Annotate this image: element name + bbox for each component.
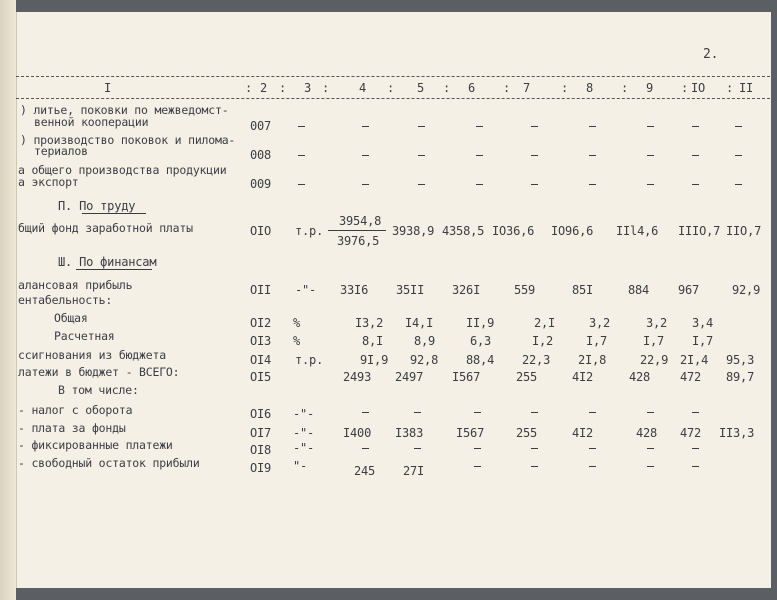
section-labor-underline: [82, 213, 146, 214]
row-012-val-5: I4,I: [405, 316, 434, 330]
row-014-val-11: 95,3: [726, 353, 755, 367]
col-sep: :: [561, 81, 569, 95]
row-013-unit: %: [293, 334, 301, 348]
row-011-code: OII: [250, 283, 272, 297]
row-014-val-5: 92,8: [410, 353, 439, 367]
row-010-label: бщий фонд заработной платы: [18, 221, 193, 235]
row-014-unit: т.р.: [295, 353, 324, 367]
col-sep: :: [681, 81, 689, 95]
empty-cell-dash: [589, 466, 596, 467]
row-011-val-6: 326I: [452, 283, 481, 297]
col-sep: :: [621, 81, 629, 95]
empty-cell-dash: [589, 126, 596, 127]
empty-cell-dash: [474, 448, 481, 449]
row-016-code: OI6: [250, 407, 272, 421]
row-010-unit: т.р.: [295, 224, 324, 238]
col-header-3: 3: [304, 81, 312, 95]
header-rule-top: [16, 76, 770, 77]
row-019-val-4: 245: [354, 464, 376, 478]
section-finance-underline: [76, 269, 152, 270]
empty-cell-dash: [589, 412, 596, 413]
row-010-val-7: IO36,6: [492, 224, 535, 238]
row-011-label: алансовая прибыль: [18, 278, 133, 292]
row-012-label: Общая: [54, 311, 88, 325]
row-008-code: 008: [250, 148, 272, 162]
col-header-4: 4: [359, 81, 367, 95]
row-012-val-6: II,9: [466, 316, 495, 330]
empty-cell-dash: [692, 448, 699, 449]
row-007-code: 007: [250, 119, 272, 133]
row-013-val-8: I,7: [586, 334, 608, 348]
row-017-val-7: 255: [516, 426, 538, 440]
row-014-val-6: 88,4: [466, 353, 495, 367]
row-010-frac-top: 3954,8: [339, 214, 382, 228]
row-013-val-4: 8,I: [362, 334, 384, 348]
row-011-val-10: 967: [678, 283, 700, 297]
row-007-label: ) литье, поковки по межведомст-: [20, 103, 229, 117]
page-number: 2.: [703, 47, 719, 62]
row-014-val-10: 2I,4: [680, 353, 709, 367]
empty-cell-dash: [474, 412, 481, 413]
row-013-val-5: 8,9: [414, 334, 436, 348]
row-017-val-9: 428: [636, 426, 658, 440]
row-017-label: - плата за фонды: [18, 421, 126, 435]
empty-cell-dash: [692, 155, 699, 156]
col-sep: :: [322, 81, 330, 95]
empty-cell-dash: [474, 466, 481, 467]
empty-cell-dash: [692, 412, 699, 413]
col-header-8: 8: [586, 81, 594, 95]
row-010-val-5: 3938,9: [392, 224, 435, 238]
row-017-val-8: 4I2: [572, 426, 594, 440]
row-012-val-9: 3,2: [646, 316, 668, 330]
empty-cell-dash: [647, 184, 654, 185]
row-011-val-4: 33I6: [340, 283, 369, 297]
row-014-val-4: 9I,9: [360, 353, 389, 367]
empty-cell-dash: [647, 466, 654, 467]
col-header-1: I: [104, 81, 112, 95]
empty-cell-dash: [362, 448, 369, 449]
row-011-val-11: 92,9: [732, 283, 761, 297]
empty-cell-dash: [647, 412, 654, 413]
col-sep: :: [503, 81, 511, 95]
row-009-label: а общего производства продукции: [18, 163, 227, 177]
row-014-val-9: 22,9: [640, 353, 669, 367]
profitability-label: ентабельность:: [18, 293, 113, 307]
row-019-label: - свободный остаток прибыли: [18, 456, 200, 470]
empty-cell-dash: [647, 155, 654, 156]
empty-cell-dash: [476, 184, 483, 185]
row-010-frac-bottom: 3976,5: [337, 234, 380, 248]
col-sep: :: [387, 81, 395, 95]
row-015-val-6: I567: [452, 370, 481, 384]
row-010-val-11: IIO,7: [726, 224, 762, 238]
section-finance-title: Ш. По финансам: [58, 255, 157, 269]
empty-cell-dash: [414, 412, 421, 413]
row-009-label-cont: а экспорт: [18, 175, 79, 189]
row-008-label: ) производство поковок и пилома-: [20, 133, 236, 147]
row-019-val-5: 27I: [403, 464, 425, 478]
empty-cell-dash: [735, 184, 742, 185]
empty-cell-dash: [418, 184, 425, 185]
empty-cell-dash: [362, 155, 369, 156]
row-018-code: OI8: [250, 443, 272, 457]
row-015-val-9: 428: [629, 370, 651, 384]
empty-cell-dash: [589, 155, 596, 156]
empty-cell-dash: [531, 155, 538, 156]
empty-cell-dash: [531, 466, 538, 467]
row-013-val-6: 6,3: [470, 334, 492, 348]
empty-cell-dash: [531, 126, 538, 127]
empty-cell-dash: [362, 126, 369, 127]
row-010-code: OIO: [250, 224, 272, 238]
empty-cell-dash: [298, 126, 305, 127]
row-012-unit: %: [293, 316, 301, 330]
row-015-val-8: 4I2: [572, 370, 594, 384]
row-014-code: OI4: [250, 353, 272, 367]
empty-cell-dash: [589, 184, 596, 185]
empty-cell-dash: [418, 155, 425, 156]
row-010-val-9: IIl4,6: [616, 224, 659, 238]
row-013-label: Расчетная: [54, 329, 115, 343]
including-label: В том числе:: [58, 383, 139, 397]
empty-cell-dash: [647, 126, 654, 127]
empty-cell-dash: [692, 466, 699, 467]
row-017-val-11: II3,3: [719, 426, 755, 440]
row-011-val-5: 35II: [396, 283, 425, 297]
row-013-val-7: I,2: [532, 334, 554, 348]
row-015-val-10: 472: [680, 370, 702, 384]
row-013-val-10: I,7: [692, 334, 714, 348]
empty-cell-dash: [414, 448, 421, 449]
row-012-val-10: 3,4: [692, 316, 714, 330]
row-011-val-7: 559: [514, 283, 536, 297]
row-012-code: OI2: [250, 316, 272, 330]
row-017-unit: -"-: [293, 426, 315, 440]
col-sep: :: [726, 81, 734, 95]
row-009-code: 009: [250, 177, 272, 191]
col-sep: :: [443, 81, 451, 95]
row-015-val-7: 255: [516, 370, 538, 384]
row-014-label: ссигнования из бюджета: [18, 348, 166, 362]
header-rule-bottom: [16, 98, 770, 99]
row-018-label: - фиксированные платежи: [18, 438, 173, 452]
row-007-label-cont: венной кооперации: [34, 115, 149, 129]
row-012-val-4: I3,2: [355, 316, 384, 330]
row-015-val-5: 2497: [395, 370, 424, 384]
col-header-9: 9: [646, 81, 654, 95]
empty-cell-dash: [298, 155, 305, 156]
row-015-val-4: 2493: [343, 370, 372, 384]
col-header-6: 6: [468, 81, 476, 95]
col-sep: :: [245, 81, 253, 95]
empty-cell-dash: [298, 184, 305, 185]
row-014-val-8: 2I,8: [578, 353, 607, 367]
empty-cell-dash: [735, 126, 742, 127]
row-018-unit: -"-: [293, 441, 315, 455]
empty-cell-dash: [692, 184, 699, 185]
col-header-11: II: [739, 81, 754, 95]
row-008-label-cont: териалов: [34, 144, 88, 158]
col-header-10: IO: [691, 81, 706, 95]
row-013-val-9: I,7: [643, 334, 665, 348]
row-019-unit: "-: [293, 459, 308, 473]
empty-cell-dash: [418, 126, 425, 127]
empty-cell-dash: [531, 184, 538, 185]
row-015-label: латежи в бюджет - ВСЕГО:: [18, 365, 180, 379]
row-013-code: OI3: [250, 334, 272, 348]
col-header-5: 5: [417, 81, 425, 95]
row-011-val-8: 85I: [572, 283, 594, 297]
empty-cell-dash: [476, 155, 483, 156]
row-014-val-7: 22,3: [522, 353, 551, 367]
row-016-label: - налог с оборота: [18, 403, 133, 417]
col-header-7: 7: [523, 81, 531, 95]
empty-cell-dash: [531, 412, 538, 413]
row-015-val-11: 89,7: [726, 370, 755, 384]
section-labor-title: [58, 199, 135, 213]
col-header-2: 2: [260, 81, 268, 95]
row-017-val-5: I383: [395, 426, 424, 440]
row-010-val-10: IIIO,7: [678, 224, 721, 238]
empty-cell-dash: [735, 155, 742, 156]
empty-cell-dash: [647, 448, 654, 449]
row-012-val-7: 2,I: [534, 316, 556, 330]
row-011-unit: -"-: [295, 283, 317, 297]
row-017-val-6: I567: [456, 426, 485, 440]
empty-cell-dash: [362, 412, 369, 413]
empty-cell-dash: [362, 184, 369, 185]
section-labor-title-text: П. По труду: [58, 199, 136, 213]
row-015-code: OI5: [250, 370, 272, 384]
empty-cell-dash: [692, 126, 699, 127]
row-017-val-4: I400: [343, 426, 372, 440]
row-010-val-6: 4358,5: [442, 224, 485, 238]
page-left-edge: [0, 0, 16, 600]
empty-cell-dash: [531, 448, 538, 449]
row-019-code: OI9: [250, 461, 272, 475]
col-sep: :: [279, 81, 287, 95]
row-010-fraction-bar: [328, 230, 386, 231]
row-011-val-9: 884: [628, 283, 650, 297]
row-010-val-8: IO96,6: [551, 224, 594, 238]
row-012-val-8: 3,2: [589, 316, 611, 330]
row-017-val-10: 472: [680, 426, 702, 440]
row-016-unit: -"-: [293, 407, 315, 421]
row-017-code: OI7: [250, 426, 272, 440]
empty-cell-dash: [476, 126, 483, 127]
empty-cell-dash: [589, 448, 596, 449]
